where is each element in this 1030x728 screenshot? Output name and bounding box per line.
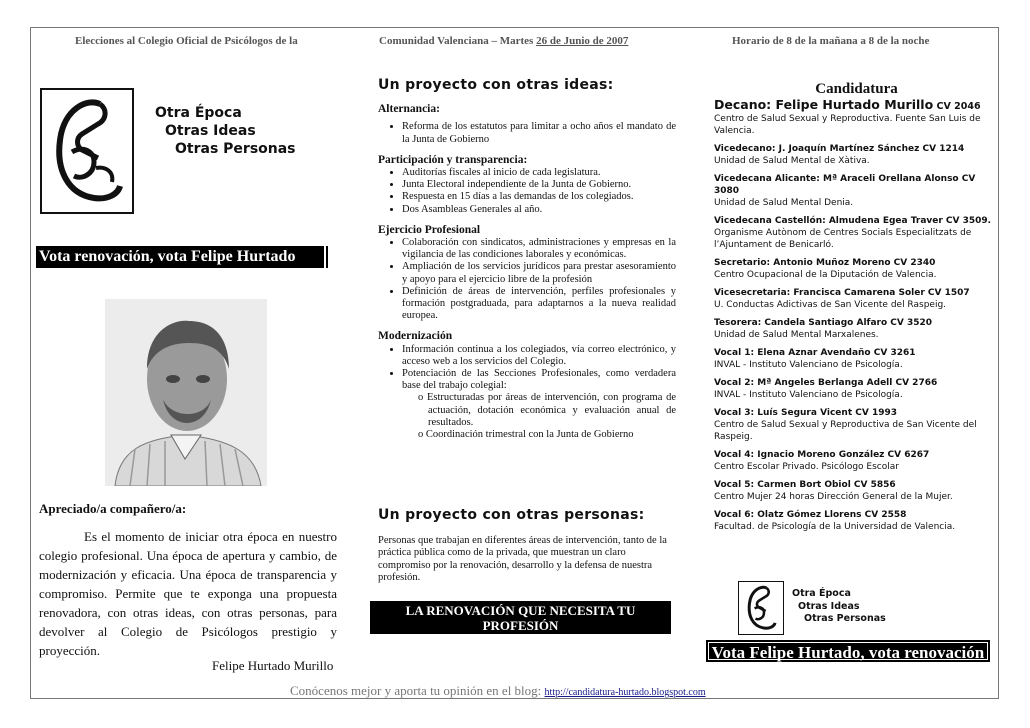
tagline-line: Otras Personas <box>175 141 296 157</box>
candidate-role: Vocal 1: Elena Aznar Avendaño CV 3261 <box>714 348 916 358</box>
candidate-item <box>714 479 999 503</box>
candidate-item <box>714 143 999 167</box>
tagline-line: Otra Época <box>792 588 851 599</box>
candidate-role: Vocal 2: Mª Angeles Berlanga Adell CV 2766 <box>714 378 938 388</box>
candidate-role: Vicedecana Alicante: Mª Araceli Orellana Alonso CV 3080 <box>714 174 976 196</box>
list-item: • Respuesta en 15 días a las demandas de los colegiados. <box>402 191 676 203</box>
list-subitem: o Coordinación trimestral con la Junta de Gobierno <box>418 429 634 441</box>
tagline-line: Otra Época <box>155 105 242 121</box>
blog-link[interactable]: http://candidatura-hurtado.blogspot.com <box>544 687 706 698</box>
candidate-desc: INVAL - Instituto Valenciano de Psicología. <box>714 360 903 370</box>
people-section <box>378 509 676 584</box>
candidate-item <box>714 215 999 251</box>
candidate-item <box>714 287 999 311</box>
candidate-role: Secretario: Antonio Muñoz Moreno CV 2340 <box>714 258 936 268</box>
candidate-role: Vicesecretaria: Francisca Camarena Soler CV 1507 <box>714 288 970 298</box>
logo-psi <box>40 88 134 214</box>
candidate-role: Tesorera: Candela Santiago Alfaro CV 3520 <box>714 318 933 328</box>
letter-body: Es el momento de iniciar otra época en nuestro colegio profesional. Una época de apertura y cambio, de modernización y eficacia. Una época de transparencia y compromiso. Permite que te exponga una propuesta renovadora, con otras ideas, con otras personas, para devolver al Colegio de Psicólogos prestigio y proyección. <box>39 529 337 658</box>
candidate-item <box>714 257 999 281</box>
candidate-desc: Unidad de Salud Mental Marxalenes. <box>714 330 879 340</box>
list-item: • Junta Electoral independiente de la Junta de Gobierno. <box>402 179 676 191</box>
candidate-role: Vocal 4: Ignacio Moreno González CV 6267 <box>714 450 930 460</box>
list-item: • Dos Asambleas Generales al año. <box>402 204 676 216</box>
list-item: • Definición de áreas de intervención, perfiles profesionales y formación postgraduada, para adaptarnos a la nueva realidad europea. <box>402 286 676 323</box>
list-item: • Reforma de los estatutos para limitar a ocho años el mandato de la Junta de Gobierno <box>402 121 676 145</box>
signature: Felipe Hurtado Murillo <box>212 658 334 673</box>
candidate-item <box>714 317 999 341</box>
slogan-right: Vota Felipe Hurtado, vota renovación <box>706 640 990 662</box>
section-heading: Alternancia: <box>378 103 440 116</box>
candidate-desc: U. Conductas Adictivas de San Vicente del Raspeig. <box>714 300 947 310</box>
candidate-desc: Centro Escolar Privado. Psicólogo Escolar <box>714 462 899 472</box>
candidate-desc: Unidad de Salud Mental Denia. <box>714 198 854 208</box>
candidate-item <box>714 347 999 371</box>
logo-psi-small-icon <box>739 582 783 634</box>
candidatura-title: Candidatura <box>815 81 898 97</box>
greeting: Apreciado/a compañero/a: <box>39 501 187 516</box>
tagline-right <box>792 588 886 626</box>
candidate-desc: Organisme Autònom de Centres Socials Especialitzats de l’Ajuntament de Benicarló. <box>714 228 972 250</box>
section-title-ideas: Un proyecto con otras ideas: <box>378 77 614 93</box>
header-election: Elecciones al Colegio Oficial de Psicólogos de la <box>75 35 298 47</box>
list-item: • Colaboración con sindicatos, administraciones y empresas en la vigilancia de las condiciones laborales y económicas. <box>402 237 676 261</box>
list-item: • Auditorías fiscales al inicio de cada legislatura. <box>402 167 676 179</box>
candidate-photo <box>105 299 267 486</box>
candidate-role: Vicedecana Castellón: Almudena Egea Traver CV 3509. <box>714 216 992 226</box>
tagline-left <box>155 104 296 158</box>
candidate-role: Vocal 3: Luís Segura Vicent CV 1993 <box>714 408 898 418</box>
tagline-line: Otras Personas <box>804 613 886 624</box>
candidate-item <box>714 407 999 443</box>
footer-text: Conócenos mejor y aporta tu opinión en el blog: <box>290 683 542 698</box>
header-hours: Horario de 8 de la mañana a 8 de la noche <box>732 35 930 47</box>
candidate-role: Vocal 6: Olatz Gómez Llorens CV 2558 <box>714 510 907 520</box>
candidate-desc: Centro Ocupacional de la Diputación de Valencia. <box>714 270 937 280</box>
candidate-desc: Centro Mujer 24 horas Dirección General de la Mujer. <box>714 492 953 502</box>
candidate-desc: INVAL - Instituto Valenciano de Psicología. <box>714 390 903 400</box>
list-item: • Potenciación de las Secciones Profesionales, como verdadera base del trabajo colegial: <box>402 368 676 392</box>
candidate-desc: Centro de Salud Sexual y Reproductiva de San Vicente del Raspeig. <box>714 420 977 442</box>
renovacion-banner: LA RENOVACIÓN QUE NECESITA TU PROFESIÓN <box>370 601 671 634</box>
section-heading: Modernización <box>378 330 453 343</box>
tagline-line: Otras Ideas <box>165 123 256 139</box>
people-text: Personas que trabajan en diferentes áreas de intervención, tanto de la práctica pública como de la privada, que muestran un claro compromiso por la renovación, desarrollo y la defensa de nuestra profesión. <box>378 535 667 583</box>
candidate-desc: Facultad. de Psicología de la Universidad de Valencia. <box>714 522 956 532</box>
list-item: • Ampliación de los servicios jurídicos para prestar asesoramiento y apoyo para el ejercicio libre de la profesión <box>402 261 676 285</box>
proposals-column <box>378 79 676 441</box>
candidate-desc: Unidad de Salud Mental de Xàtiva. <box>714 156 870 166</box>
section-heading: Participación y transparencia: <box>378 153 528 166</box>
candidate-list <box>714 99 999 539</box>
candidate-item <box>714 449 999 473</box>
decano-cv: CV 2046 <box>933 101 981 112</box>
header-date: Comunidad Valenciana – Martes 26 de Junio de 2007 <box>379 35 629 47</box>
tagline-line: Otras Ideas <box>798 600 860 612</box>
decano-name: Decano: Felipe Hurtado Murillo <box>714 97 934 112</box>
candidate-role: Vocal 5: Carmen Bort Obiol CV 5856 <box>714 480 896 490</box>
candidate-item <box>714 509 999 533</box>
candidate-role: Vicedecano: J. Joaquín Martínez Sánchez CV 1214 <box>714 144 965 154</box>
section-title-people: Un proyecto con otras personas: <box>378 507 645 523</box>
candidate-decano <box>714 99 999 137</box>
candidate-item <box>714 377 999 401</box>
list-subitem: o Estructuradas por áreas de intervención, con programa de actuación, dotación económica y evaluación anual de resultados. <box>418 392 676 428</box>
decano-desc: Centro de Salud Sexual y Reproductiva. Fuente San Luis de Valencia. <box>714 114 981 136</box>
section-heading: Ejercicio Profesional <box>378 223 481 236</box>
logo-psi-small <box>738 581 784 635</box>
list-item: • Información continua a los colegiados, vía correo electrónico, y acceso web a los servicios del Colegio. <box>402 344 676 368</box>
slogan-left: Vota renovación, vota Felipe Hurtado <box>36 246 330 268</box>
candidate-item <box>714 173 999 209</box>
logo-psi-icon <box>42 90 132 212</box>
footer <box>290 683 706 699</box>
